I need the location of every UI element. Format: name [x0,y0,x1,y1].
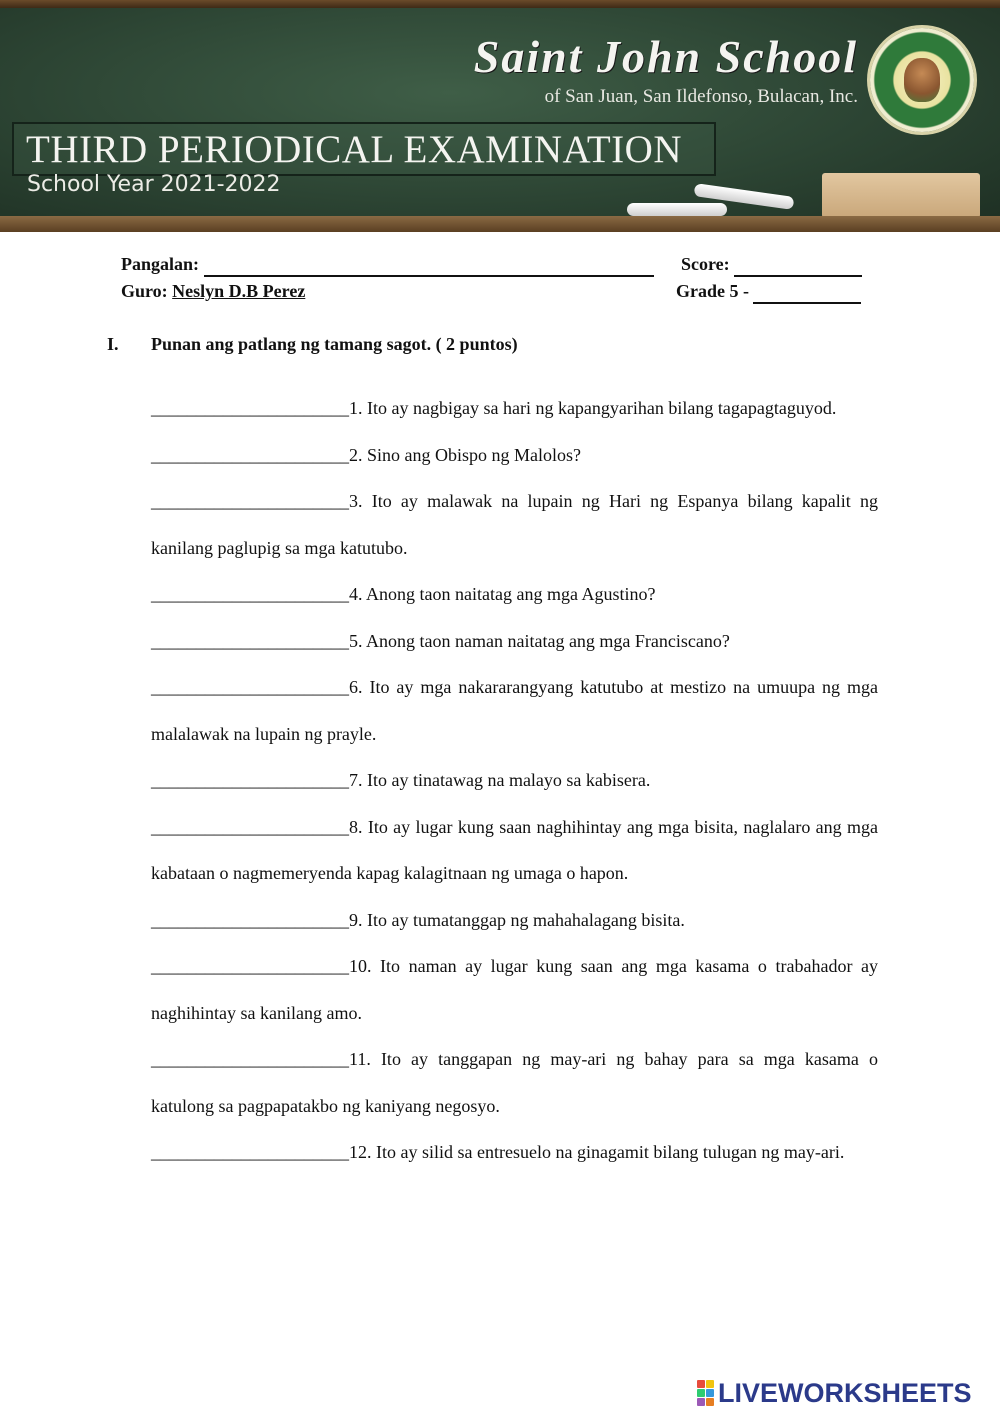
liveworksheets-logo-icon [697,1380,714,1406]
school-name: Saint John School [473,31,858,82]
name-row [121,254,654,277]
logo-square [697,1389,705,1397]
name-field[interactable] [204,254,654,277]
question-item [151,664,878,757]
answer-blank[interactable]: ______________________ [151,677,349,697]
question-text: 8. Ito ay lugar kung saan naghihintay ang mga bisita, naglalaro ang mga kabataan o nagmemeryenda kapag kalagitnaan ng umaga o hapon. [151,816,878,883]
grade-label: Grade 5 - [676,281,749,301]
section-field[interactable] [753,281,861,304]
answer-blank[interactable]: ______________________ [151,584,349,604]
exam-header [0,0,1000,232]
answer-blank[interactable]: ______________________ [151,1142,349,1162]
logo-square [706,1380,714,1388]
question-text: 11. Ito ay tanggapan ng may-ari ng bahay para sa mga kasama o katulong sa pagpapatakbo ng kaniyang negosyo. [151,1049,878,1116]
question-item [151,943,878,1036]
question-item [151,1129,878,1176]
section-number: I. [107,334,119,354]
question-item [151,897,878,944]
question-text: 1. Ito ay nagbigay sa hari ng kapangyarihan bilang tagapagtaguyod. [349,398,837,418]
question-text: 2. Sino ang Obispo ng Malolos? [349,444,581,465]
answer-blank[interactable]: ______________________ [151,444,349,465]
teacher-label: Guro: [121,281,168,301]
question-item [151,804,878,897]
board-frame-top [0,0,1000,8]
logo-text: LIVEWORKSHEETS [718,1377,972,1408]
name-label: Pangalan: [121,254,200,274]
question-text: 3. Ito ay malawak na lupain ng Hari ng Espanya bilang kapalit ng kanilang paglupig sa mga katutubo. [151,491,878,558]
score-label: Score: [681,254,730,274]
school-address: of San Juan, San Ildefonso, Bulacan, Inc. [544,86,858,107]
board-eraser [822,173,980,218]
school-seal-icon [870,28,974,132]
question-item [151,478,878,571]
question-item [151,385,878,432]
answer-blank[interactable]: ______________________ [151,956,349,976]
question-text: 9. Ito ay tumatanggap ng mahahalagang bisita. [349,909,685,930]
question-text: 5. Anong taon naman naitatag ang mga Franciscano? [349,630,730,651]
answer-blank[interactable]: ______________________ [151,630,349,651]
logo-square [706,1389,714,1397]
question-item [151,757,878,804]
board-frame-bottom [0,216,1000,232]
score-row [681,254,862,277]
question-item [151,618,878,665]
section-instruction: Punan ang patlang ng tamang sagot. ( 2 puntos) [151,334,518,354]
question-text: 12. Ito ay silid sa entresuelo na ginagamit bilang tulugan ng may-ari. [349,1142,845,1162]
answer-blank[interactable]: ______________________ [151,398,349,418]
question-item [151,432,878,479]
answer-blank[interactable]: ______________________ [151,491,349,511]
exam-title: THIRD PERIODICAL EXAMINATION [26,128,682,171]
question-text: 6. Ito ay mga nakararangyang katutubo at mestizo na umuupa ng mga malalawak na lupain ng prayle. [151,677,878,744]
logo-square [697,1380,705,1388]
teacher-row [121,281,305,302]
question-text: 7. Ito ay tinatawag na malayo sa kabisera. [349,770,651,790]
question-list [151,385,878,1176]
question-text: 4. Anong taon naitatag ang mga Agustino? [349,584,656,604]
answer-blank[interactable]: ______________________ [151,770,349,790]
grade-row [676,281,861,304]
seal-portrait [904,58,940,102]
question-item [151,571,878,618]
question-item [151,1036,878,1129]
teacher-name: Neslyn D.B Perez [172,281,306,301]
liveworksheets-logo[interactable] [697,1378,972,1408]
answer-blank[interactable]: ______________________ [151,1049,349,1069]
question-text: 10. Ito naman ay lugar kung saan ang mga kasama o trabahador ay naghihintay sa kanilang amo. [151,956,878,1023]
score-field[interactable] [734,254,862,277]
answer-blank[interactable]: ______________________ [151,816,349,837]
answer-blank[interactable]: ______________________ [151,909,349,930]
chalk-piece [627,203,727,216]
logo-square [706,1398,714,1406]
logo-square [697,1398,705,1406]
school-year: School Year 2021-2022 [27,172,281,197]
